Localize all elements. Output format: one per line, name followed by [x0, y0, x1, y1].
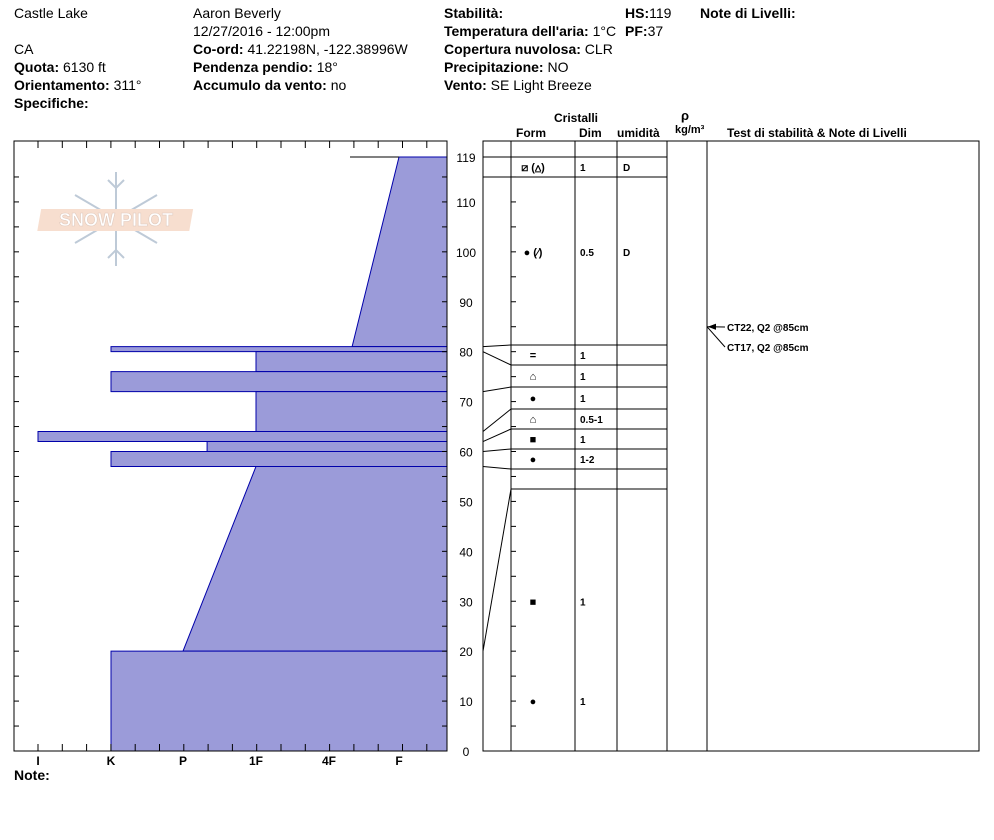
state: CA	[14, 41, 34, 57]
hardness-tick-label: 1F	[248, 754, 264, 768]
layer-connector	[483, 489, 511, 651]
depth-tick-label: 40	[459, 545, 473, 560]
air-temp-value: 1°C	[592, 23, 617, 39]
precip-value: NO	[547, 59, 569, 75]
datetime: 12/27/2016 - 12:00pm	[193, 23, 330, 39]
observer: Aaron Beverly	[193, 5, 281, 21]
layer-size: 0.5	[580, 247, 594, 259]
pf-label: PF:	[625, 23, 648, 39]
wind-label: Vento:	[444, 77, 487, 93]
aspect-label: Orientamento:	[14, 77, 110, 93]
layer-connector	[483, 466, 511, 469]
col-tests-notes: Test di stabilità & Note di Livelli	[727, 126, 907, 140]
slope-label: Pendenza pendio:	[193, 59, 313, 75]
aspect-value: 311°	[113, 77, 142, 93]
layer-connector	[483, 429, 511, 442]
layer-form: ●	[529, 393, 537, 405]
precip-label: Precipitazione:	[444, 59, 544, 75]
layer-size: 1	[580, 597, 586, 609]
test-label: CT22, Q2 @85cm	[727, 323, 809, 334]
hs-value: 119	[649, 5, 672, 21]
depth-tick-label: 0	[462, 745, 470, 759]
hardness-segment	[352, 157, 447, 347]
wind-value: SE Light Breeze	[490, 77, 592, 93]
coord-label: Co-ord:	[193, 41, 244, 57]
test-label: CT17, Q2 @85cm	[727, 343, 809, 354]
layer-size: 1	[580, 351, 586, 362]
depth-tick-label: 20	[459, 645, 473, 660]
depth-tick-label: 100	[455, 245, 477, 260]
layer-size: 1-2	[580, 455, 595, 466]
layer-connector	[483, 345, 511, 347]
test-pointer	[707, 327, 725, 347]
hardness-segment	[38, 432, 447, 442]
depth-tick-label: 60	[459, 445, 473, 460]
layer-size: 0.5-1	[580, 415, 603, 426]
hardness-segment	[183, 466, 447, 651]
sky-value: CLR	[584, 41, 613, 57]
wind-loading-value: no	[330, 77, 347, 93]
depth-tick-label: 30	[459, 595, 473, 610]
depth-tick-label: 119	[456, 151, 476, 165]
slope-value: 18°	[316, 59, 338, 75]
layer-form: ●	[529, 454, 537, 466]
hardness-profile	[38, 157, 447, 751]
layer-table	[483, 141, 979, 751]
depth-tick-label: 90	[459, 295, 473, 310]
depth-tick-label: 80	[459, 345, 473, 360]
col-moisture: umidità	[617, 126, 660, 140]
layer-size: 1	[580, 435, 586, 446]
wind-loading-label: Accumulo da vento:	[193, 77, 327, 93]
layer-form: ⧄ (⩟)	[521, 162, 545, 174]
layer-connector	[483, 352, 511, 365]
layer-form: ⌂	[529, 371, 537, 383]
snowflake-logo-icon	[37, 172, 193, 266]
layer-form: ● (⁄)	[523, 246, 543, 259]
layer-form: ■	[529, 434, 537, 446]
location: Castle Lake	[14, 5, 88, 21]
logo-text: SNOW PILOT	[59, 210, 173, 230]
layer-connector	[483, 409, 511, 432]
notes-label: Note:	[14, 767, 50, 783]
layer-form: ●	[529, 696, 537, 709]
layer-form: ⌂	[529, 414, 537, 426]
col-size: Dim	[579, 126, 602, 140]
layer-moisture: D	[623, 247, 631, 259]
hardness-segment	[111, 651, 447, 751]
depth-tick-label: 110	[456, 195, 476, 210]
elevation-value: 6130 ft	[63, 59, 106, 75]
col-form: Form	[516, 126, 546, 140]
depth-tick-label: 50	[459, 495, 473, 510]
hardness-tick-label: F	[395, 754, 403, 768]
depth-tick-label: 70	[459, 395, 473, 410]
stability-label: Stabilità:	[444, 5, 504, 21]
layer-moisture: D	[623, 163, 631, 174]
air-temp-label: Temperatura dell'aria:	[444, 23, 589, 39]
hs-label: HS:	[625, 5, 650, 21]
layer-size: 1	[580, 394, 586, 405]
hardness-segment	[111, 372, 447, 392]
table-frame	[483, 141, 979, 751]
hardness-segment	[111, 452, 447, 467]
layer-form: ■	[529, 596, 537, 609]
coord-value: 41.22198N, -122.38996W	[247, 41, 408, 57]
specifics-label: Specifiche:	[14, 95, 89, 111]
layer-size: 1	[580, 372, 586, 383]
sky-label: Copertura nuvolosa:	[444, 41, 581, 57]
hardness-segment	[256, 352, 447, 372]
hardness-segment	[207, 442, 447, 452]
hardness-segment	[256, 392, 447, 432]
hardness-tick-label: K	[106, 754, 116, 768]
layer-size: 1	[580, 697, 586, 709]
col-density-symbol: ρ	[681, 108, 690, 123]
hardness-segment	[111, 347, 447, 352]
layer-notes-label: Note di Livelli:	[700, 5, 796, 21]
col-crystals: Cristalli	[554, 111, 599, 125]
hardness-tick-label: 4F	[321, 754, 337, 768]
layer-connector	[483, 387, 511, 392]
layer-connector	[483, 449, 511, 452]
hardness-tick-label: I	[36, 754, 40, 768]
layer-size: 1	[580, 163, 586, 174]
elevation-label: Quota:	[14, 59, 60, 75]
pf-value: 37	[647, 23, 664, 39]
depth-tick-label: 10	[459, 695, 473, 710]
layer-form: =	[529, 350, 537, 362]
col-density-unit: kg/m³	[675, 124, 705, 136]
hardness-tick-label: P	[178, 754, 188, 768]
